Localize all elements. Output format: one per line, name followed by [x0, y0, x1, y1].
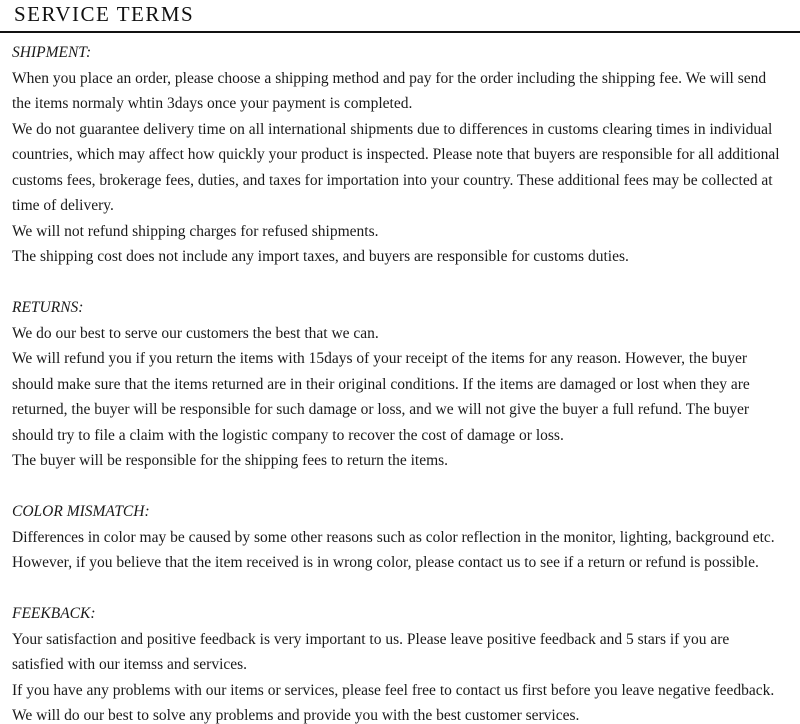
- section-heading-shipment: SHIPMENT:: [12, 44, 92, 61]
- paragraph: We will not refund shipping charges for refused shipments.: [12, 222, 379, 240]
- section-feedback: [12, 601, 784, 724]
- paragraph: The shipping cost does not include any import taxes, and buyers are responsible for customs duties.: [12, 248, 629, 265]
- paragraph: Your satisfaction and positive feedback is very important to us. Please leave positive feedback and 5 stars if you are satisfied with our itemss and services.: [12, 630, 730, 673]
- paragraph: If you have any problems with our items or services, please feel free to contact us first before you leave negative feedback.: [12, 681, 775, 699]
- section-heading-returns: RETURNS:: [12, 299, 84, 316]
- page-header: [0, 0, 800, 33]
- paragraph: The buyer will be responsible for the shipping fees to return the items.: [12, 452, 449, 469]
- section-heading-feedback: FEEKBACK:: [12, 605, 96, 622]
- paragraph: We do not guarantee delivery time on all international shipments due to differences in customs clearing times in individual countries, which may affect how quickly your product is inspected. Please note that buyers are responsible for all additional customs fees, brokerage fees, duties, and taxes for importation into your country. These additional fees may be collected at time of delivery.: [12, 120, 780, 214]
- section-heading-color-mismatch: COLOR MISMATCH:: [12, 503, 150, 520]
- section-color-mismatch: [12, 499, 784, 576]
- paragraph: We will do our best to solve any problems and provide you with the best customer services.: [12, 707, 580, 724]
- paragraph: When you place an order, please choose a shipping method and pay for the order including the shipping fee. We will send the items normaly whtin 3days once your payment is completed.: [12, 69, 767, 112]
- paragraph: We will refund you if you return the items with 15days of your receipt of the items for any reason. However, the buyer should make sure that the items returned are in their original conditions. If the items are damaged or lost when they are returned, the buyer will be responsible for such damage or loss, and we will not give the buyer a full refund. The buyer should try to file a claim with the logistic company to recover the cost of damage or loss.: [12, 350, 750, 444]
- page-title: SERVICE TERMS: [14, 2, 195, 26]
- section-shipment: [12, 40, 784, 270]
- terms-content: [0, 33, 800, 724]
- paragraph: We do our best to serve our customers the best that we can.: [12, 324, 379, 342]
- paragraph: Differences in color may be caused by some other reasons such as color reflection in the monitor, lighting, background etc. However, if you believe that the item received is in wrong color, please contact us to see if a return or refund is possible.: [12, 528, 775, 571]
- section-returns: [12, 295, 784, 474]
